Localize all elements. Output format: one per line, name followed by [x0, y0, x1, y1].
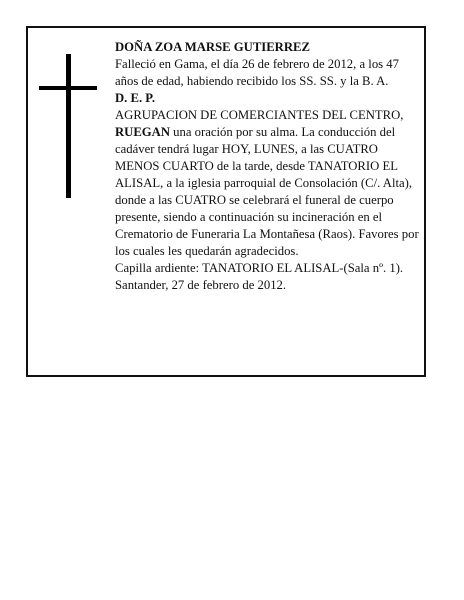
request-text: una oración por su alma. La conducción del cadáver tendrá lugar HOY, LUNES, a las CUATRO MENOS CUARTO de la tarde, desde TANATORIO EL ALISAL, a la iglesia parroquial de Consolación (C/. Alta), donde a las CUATRO se celebrará el funeral de cuerpo presente, siendo a continuación su incineración en el Crematorio de Funeraria La Montañesa (Raos). Favores por los cuales les quedarán agradecidos.: [115, 125, 419, 258]
obituary-notice: [26, 26, 426, 377]
rip-line: D. E. P.: [115, 91, 156, 105]
cross-icon-bar: [39, 86, 97, 90]
cross-icon: [66, 54, 71, 198]
obituary-text: [115, 39, 420, 294]
request-word: RUEGAN: [115, 125, 170, 139]
deceased-name: DOÑA ZOA MARSE GUTIERREZ: [115, 40, 310, 54]
death-notice: Falleció en Gama, el día 26 de febrero de 2012, a los 47 años de edad, habiendo recibido los SS. SS. y la B. A.: [115, 57, 399, 88]
request-paragraph: [115, 124, 420, 260]
association-name: AGRUPACION DE COMERCIANTES DEL CENTRO,: [115, 108, 404, 122]
place-date: Santander, 27 de febrero de 2012.: [115, 278, 287, 292]
chapel-info: Capilla ardiente: TANATORIO EL ALISAL-(Sala nº. 1).: [115, 261, 404, 275]
